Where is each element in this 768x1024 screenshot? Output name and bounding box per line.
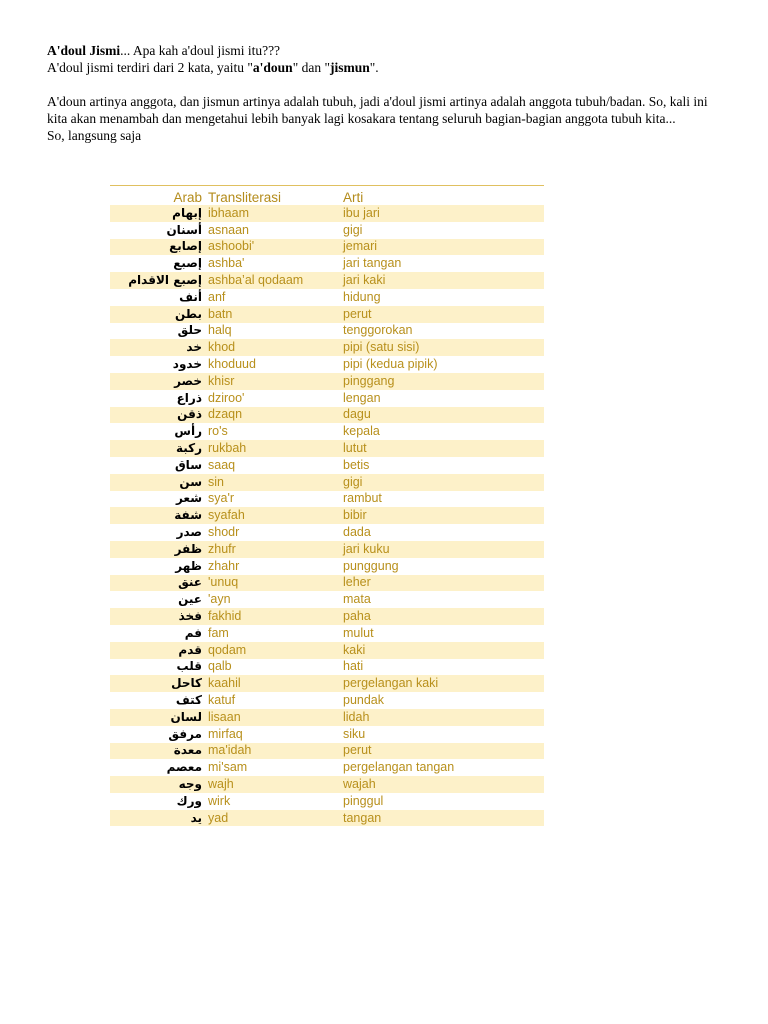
arab-word: خصر <box>110 373 208 390</box>
meaning: lutut <box>343 440 544 457</box>
meaning: kaki <box>343 642 544 659</box>
table-row <box>110 743 544 760</box>
definition-line <box>47 59 727 76</box>
arab-word: ظهر <box>110 558 208 575</box>
header-arti: Arti <box>343 186 544 206</box>
table-row <box>110 625 544 642</box>
table-row <box>110 776 544 793</box>
table-row <box>110 222 544 239</box>
transliteration: ro's <box>208 423 343 440</box>
transliteration: ashba’al qodaam <box>208 272 343 289</box>
transliteration: khod <box>208 339 343 356</box>
arab-word: ذقن <box>110 407 208 424</box>
transliteration: batn <box>208 306 343 323</box>
word-adoun: a'doun <box>252 60 293 75</box>
meaning: lidah <box>343 709 544 726</box>
transliteration: qalb <box>208 659 343 676</box>
table-row <box>110 675 544 692</box>
arab-word: إصبع الاقدام <box>110 272 208 289</box>
header-arab: Arab <box>110 186 208 206</box>
table-row <box>110 642 544 659</box>
arab-word: إصابع <box>110 239 208 256</box>
arab-word: رأس <box>110 423 208 440</box>
arab-word: كاحل <box>110 675 208 692</box>
arab-word: ذراع <box>110 390 208 407</box>
meaning: pipi (kedua pipik) <box>343 356 544 373</box>
meaning: dada <box>343 524 544 541</box>
table-row <box>110 491 544 508</box>
meaning: tenggorokan <box>343 323 544 340</box>
arab-word: شفة <box>110 507 208 524</box>
transliteration: shodr <box>208 524 343 541</box>
meaning: wajah <box>343 776 544 793</box>
table-row <box>110 323 544 340</box>
arab-word: كتف <box>110 692 208 709</box>
table-row <box>110 457 544 474</box>
table-row <box>110 541 544 558</box>
table-row <box>110 474 544 491</box>
arab-word: ركبة <box>110 440 208 457</box>
arab-word: معدة <box>110 743 208 760</box>
meaning: leher <box>343 575 544 592</box>
transliteration: asnaan <box>208 222 343 239</box>
transliteration: wirk <box>208 793 343 810</box>
table-body <box>110 205 544 826</box>
transliteration: ma'idah <box>208 743 343 760</box>
arab-word: قدم <box>110 642 208 659</box>
transliteration: 'ayn <box>208 591 343 608</box>
transliteration: kaahil <box>208 675 343 692</box>
arab-word: فخذ <box>110 608 208 625</box>
paragraph-gap <box>47 76 727 93</box>
arab-word: قلب <box>110 659 208 676</box>
meaning: hati <box>343 659 544 676</box>
meaning: perut <box>343 306 544 323</box>
transliteration: 'unuq <box>208 575 343 592</box>
title-bold: A'doul Jismi <box>47 43 121 58</box>
meaning: pergelangan tangan <box>343 759 544 776</box>
transliteration: fakhid <box>208 608 343 625</box>
meaning: pinggang <box>343 373 544 390</box>
arab-word: مرفق <box>110 726 208 743</box>
transliteration: sya'r <box>208 491 343 508</box>
transliteration: lisaan <box>208 709 343 726</box>
table-row <box>110 423 544 440</box>
definition-post: ". <box>369 60 379 75</box>
arab-word: يد <box>110 810 208 827</box>
arab-word: صدر <box>110 524 208 541</box>
meaning: jari kuku <box>343 541 544 558</box>
meaning: betis <box>343 457 544 474</box>
table-row <box>110 524 544 541</box>
table-row <box>110 205 544 222</box>
arab-word: معصم <box>110 759 208 776</box>
table-row <box>110 591 544 608</box>
transliteration: mirfaq <box>208 726 343 743</box>
table-header-row <box>110 186 544 206</box>
table-row <box>110 272 544 289</box>
table-row <box>110 608 544 625</box>
arab-word: أسنان <box>110 222 208 239</box>
transliteration: anf <box>208 289 343 306</box>
transliteration: sin <box>208 474 343 491</box>
meaning: mulut <box>343 625 544 642</box>
table-row <box>110 709 544 726</box>
table-row <box>110 255 544 272</box>
meaning: tangan <box>343 810 544 827</box>
meaning: gigi <box>343 474 544 491</box>
arab-word: ساق <box>110 457 208 474</box>
word-jismun: jismun <box>329 60 370 75</box>
explanation-paragraph: A'doun artinya anggota, dan jismun artinya adalah tubuh, jadi a'doul jismi artinya adalah anggota tubuh/badan. So, kali ini kita akan menambah dan mengetahui lebih banyak lagi kosakara tentang seluruh bagian-bagian anggota tubuh kita... <box>47 94 708 126</box>
arab-word: ظفر <box>110 541 208 558</box>
arab-word: إصبع <box>110 255 208 272</box>
table-row <box>110 306 544 323</box>
table-row <box>110 289 544 306</box>
definition-pre: A'doul jismi terdiri dari 2 kata, yaitu " <box>47 60 253 75</box>
table-row <box>110 558 544 575</box>
table-row <box>110 726 544 743</box>
table-row <box>110 239 544 256</box>
arab-word: لسان <box>110 709 208 726</box>
arab-word: خد <box>110 339 208 356</box>
transliteration: wajh <box>208 776 343 793</box>
meaning: pergelangan kaki <box>343 675 544 692</box>
transliteration: khoduud <box>208 356 343 373</box>
meaning: pinggul <box>343 793 544 810</box>
title-rest: ... Apa kah a'doul jismi itu??? <box>120 43 281 58</box>
table-row <box>110 440 544 457</box>
arab-word: فم <box>110 625 208 642</box>
vocabulary-table <box>110 185 544 826</box>
arab-word: خدود <box>110 356 208 373</box>
meaning: hidung <box>343 289 544 306</box>
arab-word: عين <box>110 591 208 608</box>
arab-word: بطن <box>110 306 208 323</box>
meaning: pundak <box>343 692 544 709</box>
table-row <box>110 793 544 810</box>
transliteration: saaq <box>208 457 343 474</box>
meaning: lengan <box>343 390 544 407</box>
transliteration: zhufr <box>208 541 343 558</box>
table-row <box>110 390 544 407</box>
meaning: mata <box>343 591 544 608</box>
meaning: gigi <box>343 222 544 239</box>
meaning: kepala <box>343 423 544 440</box>
arab-word: أنف <box>110 289 208 306</box>
meaning: paha <box>343 608 544 625</box>
table-row <box>110 339 544 356</box>
meaning: jari tangan <box>343 255 544 272</box>
meaning: punggung <box>343 558 544 575</box>
transliteration: mi'sam <box>208 759 343 776</box>
header-transliterasi: Transliterasi <box>208 186 343 206</box>
arab-word: شعر <box>110 491 208 508</box>
title-line <box>47 42 727 59</box>
meaning: ibu jari <box>343 205 544 222</box>
meaning: bibir <box>343 507 544 524</box>
meaning: rambut <box>343 491 544 508</box>
meaning: jemari <box>343 239 544 256</box>
table-row <box>110 692 544 709</box>
transliteration: katuf <box>208 692 343 709</box>
transliteration: syafah <box>208 507 343 524</box>
transliteration: halq <box>208 323 343 340</box>
table-row <box>110 810 544 827</box>
arab-word: وجه <box>110 776 208 793</box>
table-row <box>110 373 544 390</box>
transliteration: ashba' <box>208 255 343 272</box>
table-row <box>110 356 544 373</box>
table-row <box>110 759 544 776</box>
transliteration: khisr <box>208 373 343 390</box>
arab-word: إبهام <box>110 205 208 222</box>
transliteration: ashoobi' <box>208 239 343 256</box>
transliteration: fam <box>208 625 343 642</box>
arab-word: سن <box>110 474 208 491</box>
transliteration: rukbah <box>208 440 343 457</box>
meaning: dagu <box>343 407 544 424</box>
arab-word: ورك <box>110 793 208 810</box>
transliteration: qodam <box>208 642 343 659</box>
meaning: perut <box>343 743 544 760</box>
arab-word: حلق <box>110 323 208 340</box>
transliteration: dziroo' <box>208 390 343 407</box>
meaning: siku <box>343 726 544 743</box>
intro-text <box>47 42 727 144</box>
table-row <box>110 575 544 592</box>
meaning: pipi (satu sisi) <box>343 339 544 356</box>
transliteration: zhahr <box>208 558 343 575</box>
closing-line: So, langsung saja <box>47 128 142 143</box>
transliteration: dzaqn <box>208 407 343 424</box>
table-row <box>110 659 544 676</box>
table-row <box>110 507 544 524</box>
transliteration: ibhaam <box>208 205 343 222</box>
meaning: jari kaki <box>343 272 544 289</box>
arab-word: عنق <box>110 575 208 592</box>
transliteration: yad <box>208 810 343 827</box>
definition-mid: " dan " <box>292 60 330 75</box>
table-row <box>110 407 544 424</box>
